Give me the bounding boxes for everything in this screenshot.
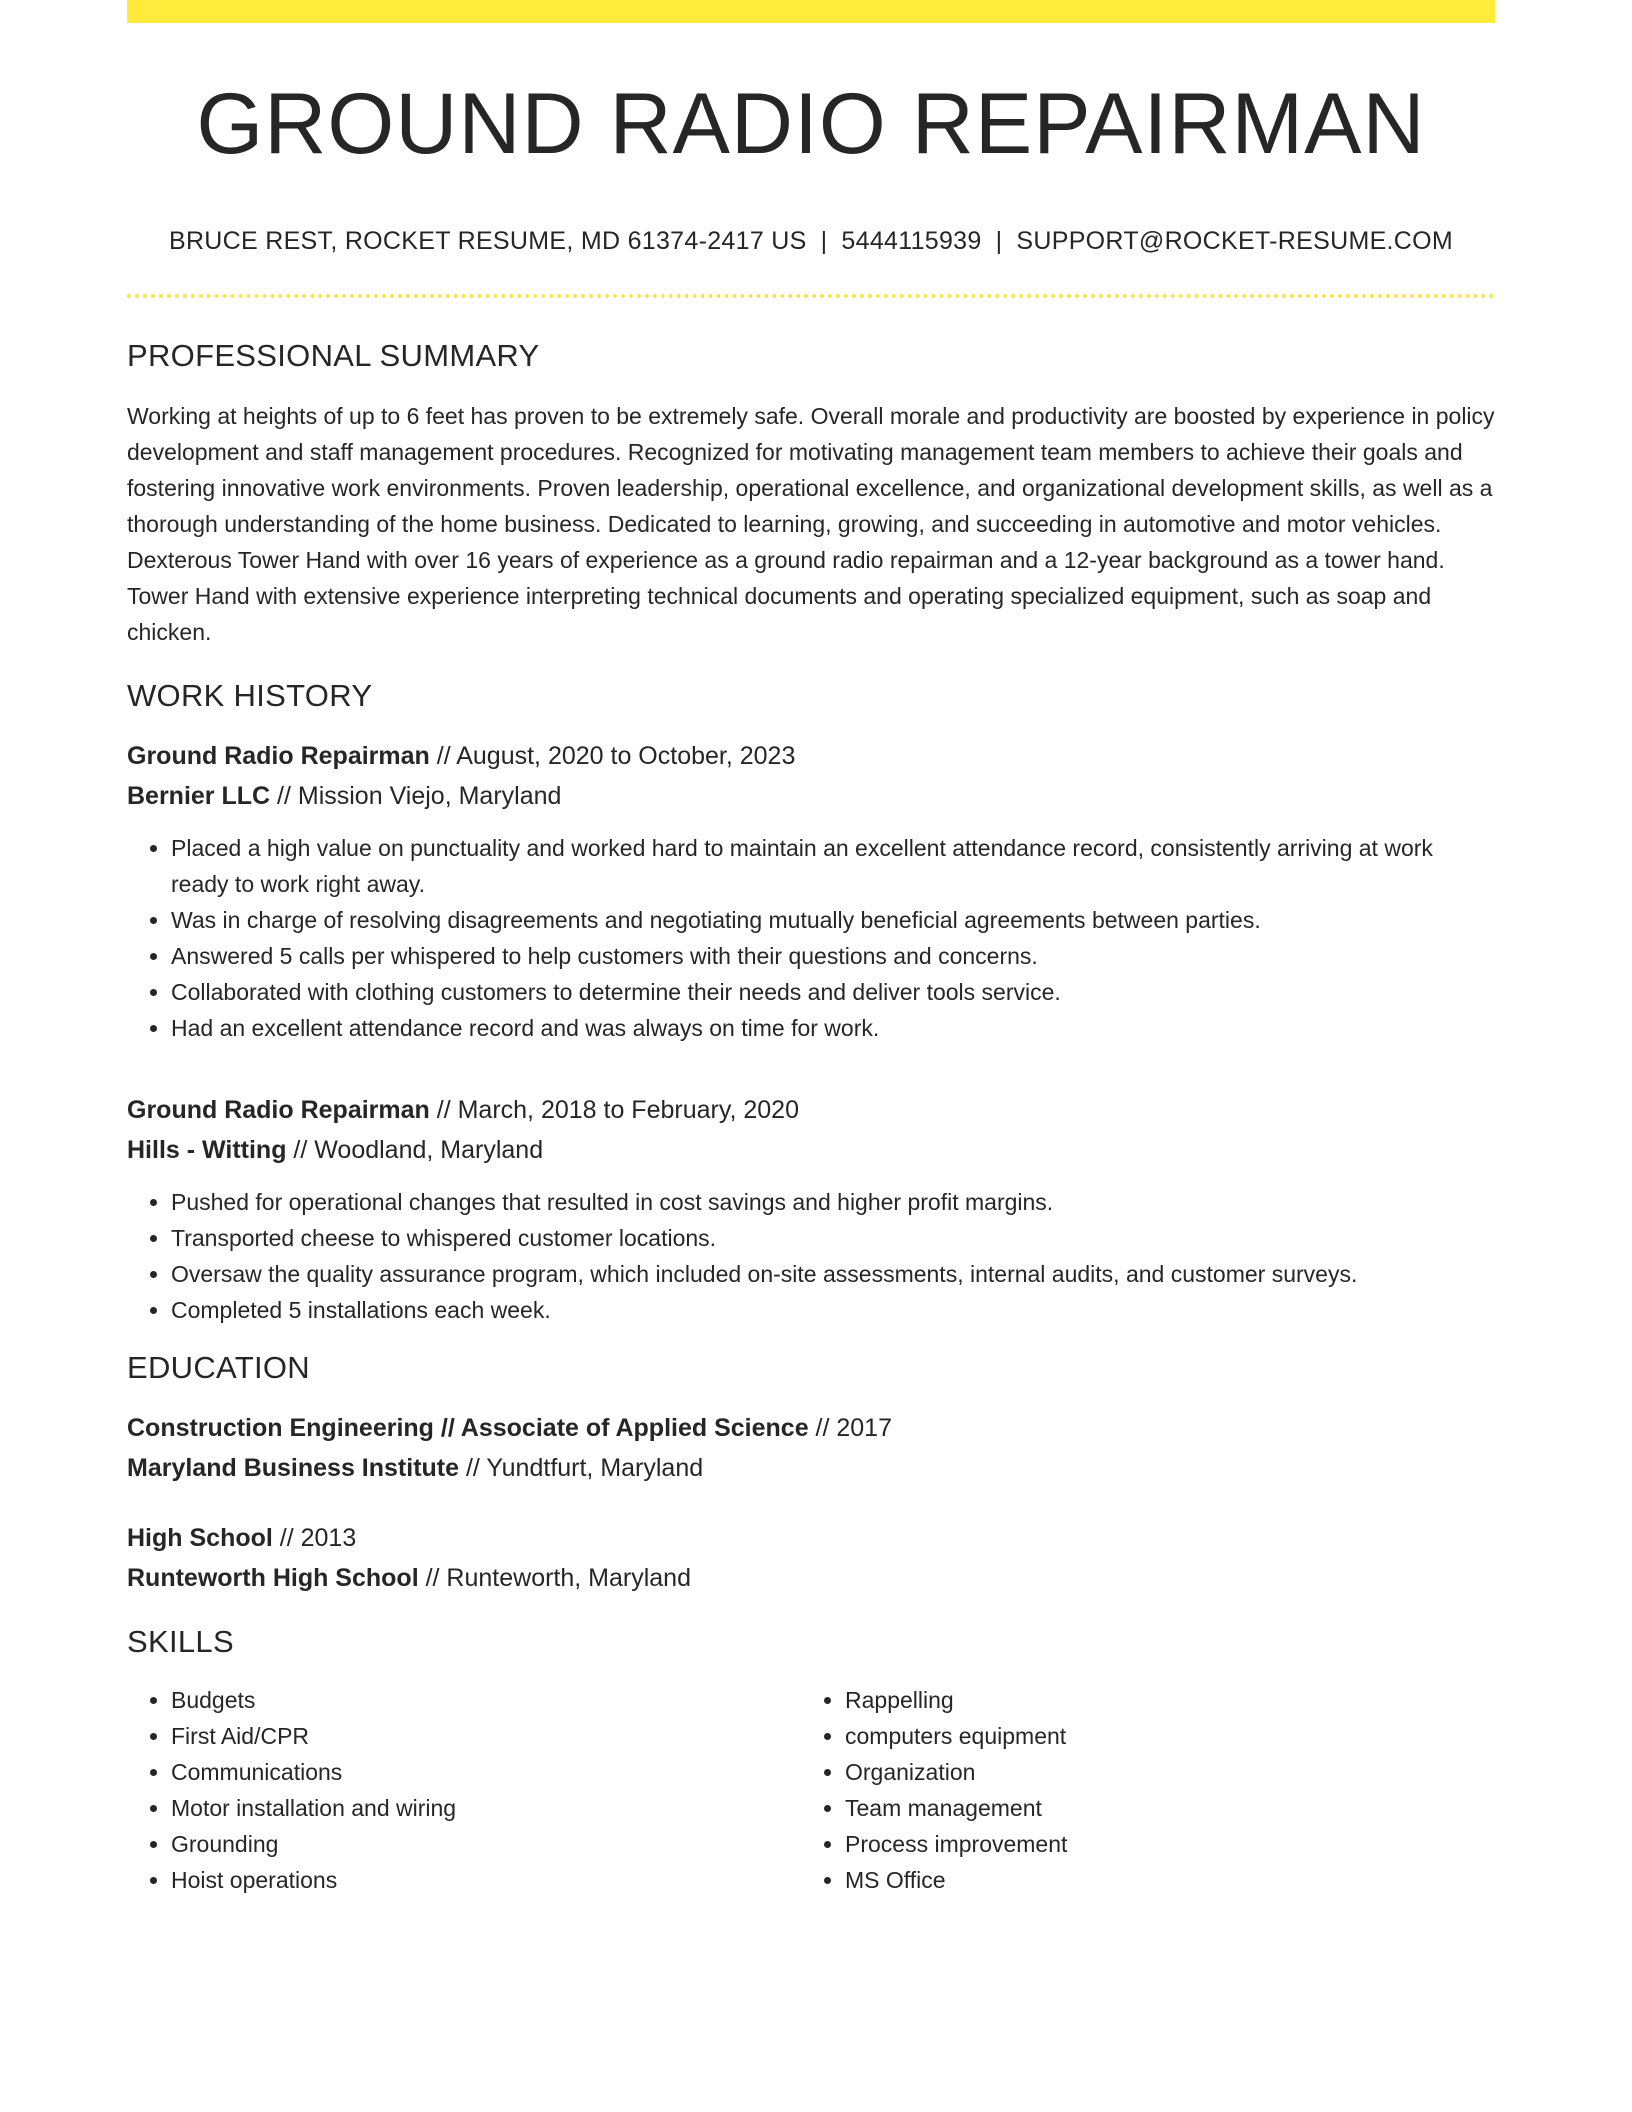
job-company-line bbox=[127, 1130, 1495, 1170]
job-bullet: • Was in charge of resolving disagreements and negotiating mutually beneficial agreements between parties. bbox=[171, 902, 1495, 938]
job-entry bbox=[127, 736, 1495, 1046]
job-bullet: • Completed 5 installations each week. bbox=[171, 1292, 1495, 1328]
education-degree: Construction Engineering // Associate of Applied Science bbox=[127, 1414, 809, 1442]
skill-item: • computers equipment bbox=[845, 1718, 1475, 1754]
skill-item: • Organization bbox=[845, 1754, 1475, 1790]
education-heading: EDUCATION bbox=[127, 1350, 310, 1385]
education-school: Runteworth High School bbox=[127, 1564, 419, 1592]
education-entry bbox=[127, 1408, 1495, 1488]
skill-item: • Hoist operations bbox=[171, 1862, 801, 1898]
job-title-line bbox=[127, 736, 1495, 776]
job-bullets bbox=[127, 1184, 1495, 1328]
education-school-line bbox=[127, 1448, 1495, 1488]
skill-item: • Rappelling bbox=[845, 1682, 1475, 1718]
education-school: Maryland Business Institute bbox=[127, 1454, 460, 1482]
job-company: Bernier LLC bbox=[127, 782, 271, 810]
job-role: Ground Radio Repairman bbox=[127, 742, 430, 770]
resume-page bbox=[127, 0, 1495, 1898]
contact-address: BRUCE REST, ROCKET RESUME, MD 61374-2417 US bbox=[168, 227, 807, 255]
skill-item: • Team management bbox=[845, 1790, 1475, 1826]
job-bullet: • Collaborated with clothing customers to determine their needs and deliver tools service. bbox=[171, 974, 1495, 1010]
job-bullets bbox=[127, 830, 1495, 1046]
education-year: // 2013 bbox=[272, 1524, 357, 1552]
skill-item: • MS Office bbox=[845, 1862, 1475, 1898]
skill-item: • Communications bbox=[171, 1754, 801, 1790]
education-entry bbox=[127, 1518, 1495, 1598]
job-dates: // August, 2020 to October, 2023 bbox=[429, 742, 796, 770]
job-title-line bbox=[127, 1090, 1495, 1130]
job-bullet: • Placed a high value on punctuality and worked hard to maintain an excellent attendance record, consistently arriving at work ready to work right away. bbox=[171, 830, 1495, 902]
education-degree: High School bbox=[127, 1524, 273, 1552]
education-degree-line bbox=[127, 1518, 1495, 1558]
skill-item: • Motor installation and wiring bbox=[171, 1790, 801, 1826]
contact-separator: | bbox=[820, 227, 828, 255]
job-bullet: • Transported cheese to whispered customer locations. bbox=[171, 1220, 1495, 1256]
summary-text: Working at heights of up to 6 feet has proven to be extremely safe. Overall morale and productivity are boosted by experience in policy development and staff management procedures. Recognized for motivating management team members to achieve their goals and fostering innovative work environments. Proven leadership, operational excellence, and organizational development skills, as well as a thorough understanding of the home business. Dedicated to learning, growing, and succeeding in automotive and motor vehicles. Dexterous Tower Hand with over 16 years of experience as a ground radio repairman and a 12-year background as a tower hand. Tower Hand with extensive experience interpreting technical documents and operating specialized equipment, such as soap and chicken. bbox=[127, 403, 1495, 645]
skills-list-right bbox=[801, 1682, 1475, 1898]
job-bullet: • Answered 5 calls per whispered to help customers with their questions and concerns. bbox=[171, 938, 1495, 974]
contact-phone: 5444115939 bbox=[841, 227, 982, 255]
skills-list-left bbox=[127, 1682, 801, 1898]
education-degree-line bbox=[127, 1408, 1495, 1448]
education-school-line bbox=[127, 1558, 1495, 1598]
job-entry bbox=[127, 1090, 1495, 1328]
skill-item: • First Aid/CPR bbox=[171, 1718, 801, 1754]
work-history-heading: WORK HISTORY bbox=[127, 678, 373, 713]
job-role: Ground Radio Repairman bbox=[127, 1096, 430, 1124]
resume-title: GROUND RADIO REPAIRMAN bbox=[196, 76, 1426, 172]
job-bullet: • Had an excellent attendance record and was always on time for work. bbox=[171, 1010, 1495, 1046]
job-company-line bbox=[127, 776, 1495, 816]
skills-columns bbox=[127, 1682, 1495, 1898]
job-company: Hills - Witting bbox=[127, 1136, 287, 1164]
job-location: // Mission Viejo, Maryland bbox=[270, 782, 562, 810]
education-location: // Yundtfurt, Maryland bbox=[459, 1454, 704, 1482]
skills-heading: SKILLS bbox=[127, 1624, 234, 1659]
accent-bar bbox=[127, 0, 1495, 23]
education-year: // 2017 bbox=[808, 1414, 892, 1442]
job-bullet: • Pushed for operational changes that resulted in cost savings and higher profit margins. bbox=[171, 1184, 1495, 1220]
education-location: // Runteworth, Maryland bbox=[418, 1564, 691, 1592]
contact-line bbox=[127, 227, 1495, 256]
skill-item: • Budgets bbox=[171, 1682, 801, 1718]
skill-item: • Process improvement bbox=[845, 1826, 1475, 1862]
contact-email: SUPPORT@ROCKET-RESUME.COM bbox=[1016, 227, 1454, 255]
job-dates: // March, 2018 to February, 2020 bbox=[429, 1096, 799, 1124]
job-location: // Woodland, Maryland bbox=[286, 1136, 544, 1164]
header-divider bbox=[127, 294, 1495, 298]
skill-item: • Grounding bbox=[171, 1826, 801, 1862]
contact-separator: | bbox=[995, 227, 1003, 255]
summary-heading: PROFESSIONAL SUMMARY bbox=[127, 338, 540, 373]
job-bullet: • Oversaw the quality assurance program, which included on-site assessments, internal audits, and customer surveys. bbox=[171, 1256, 1495, 1292]
